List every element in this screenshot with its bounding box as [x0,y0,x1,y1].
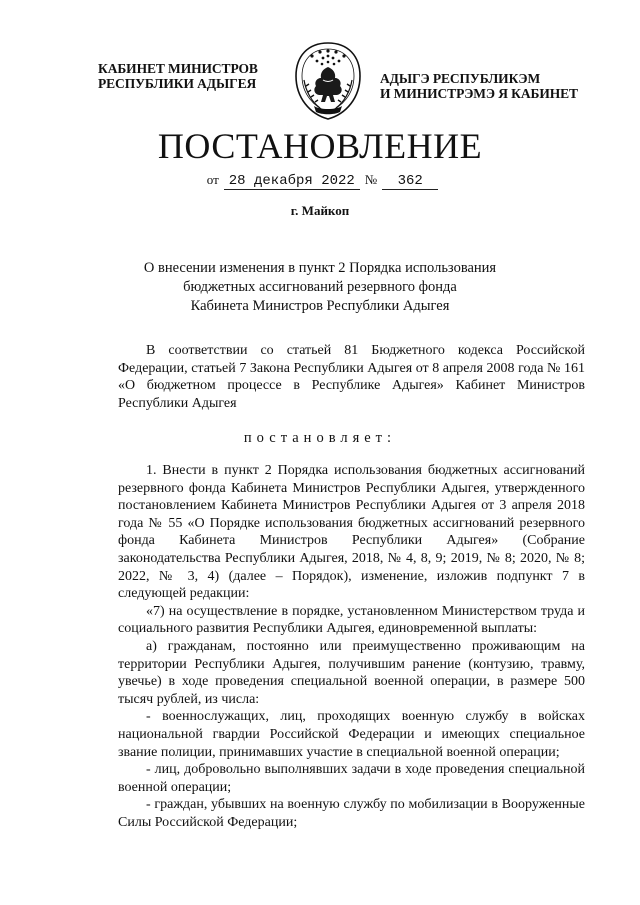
issuer-line: И МИНИСТРЭМЭ Я КАБИНЕТ [380,86,578,101]
issuer-line: КАБИНЕТ МИНИСТРОВ [98,61,258,76]
paragraph: - военнослужащих, лиц, проходящих военную службу в войсках национальной гвардии Российской Федерации и имеющих специальное звание полиции, принимавших участие в специальной военной операции; [118,709,585,760]
decree-word: постановляет: [243,430,397,446]
subject-line: бюджетных ассигнований резервного фонда [183,279,457,295]
document-title: ПОСТАНОВЛЕНИЕ [157,126,483,166]
document-date: 28 декабря 2022 [224,173,360,190]
date-prefix: от [206,172,219,187]
issuer-name-russian [98,61,278,91]
subject-line: О внесении изменения в пункт 2 Порядка использования [143,260,497,276]
preamble-block [118,342,585,412]
date-number-row [0,172,640,190]
paragraph: 1. Внести в пункт 2 Порядка использования бюджетных ассигнований резервного фонда Кабинета Министров Республики Адыгея, утвержденного постановлением Кабинета Министров Республики Адыгея от 3 апреля 2018 года № 55 «О Порядке использования бюджетных ассигнований резервного фонда Кабинета Министров Республики Адыгея» (Собрание законодательства Республики Адыгея, 2018, № 4, 8, 9; 2019, № 8; 2020, № 8; 2022, № 3, 4) (далее – Порядок), изменение, изложив подпункт 7 в следующей редакции: [118,463,585,602]
paragraph: «7) на осуществление в порядке, установленном Министерством труда и социального развития Республики Адыгея, единовременной выплаты: [118,603,585,637]
preamble-paragraph: В соответствии со статьей 81 Бюджетного кодекса Российской Федерации, статьей 7 Закона Республики Адыгея от 8 апреля 2008 года № 161 «О бюджетном процессе в Республике Адыгея» Кабинет Министров Республики Адыгея [118,343,585,411]
number-prefix: № [364,172,378,187]
body-text [118,462,585,831]
document-subject [120,259,520,316]
document-number: 362 [382,173,438,190]
issuer-line: РЕСПУБЛИКИ АДЫГЕЯ [98,76,257,91]
paragraph: - лиц, добровольно выполнявших задачи в ходе проведения специальной военной операции; [118,762,585,795]
subject-line: Кабинета Министров Республики Адыгея [190,298,450,314]
paragraph: а) гражданам, постоянно или преимущественно проживающим на территории Республики Адыгея, получившим ранение (контузию, травму, увечье) в ходе проведения специальной военной операции, в размере 500 тысяч рублей, из числа: [118,638,585,707]
issuer-name-adyghe [380,71,590,101]
issuer-line: АДЫГЭ РЕСПУБЛИКЭМ [380,71,541,86]
city: г. Майкоп [290,203,350,218]
paragraph: - граждан, убывших на военную службу по мобилизации в Вооруженные Силы Российской Федерации; [118,797,585,830]
adygea-coat-of-arms-icon [290,40,366,122]
